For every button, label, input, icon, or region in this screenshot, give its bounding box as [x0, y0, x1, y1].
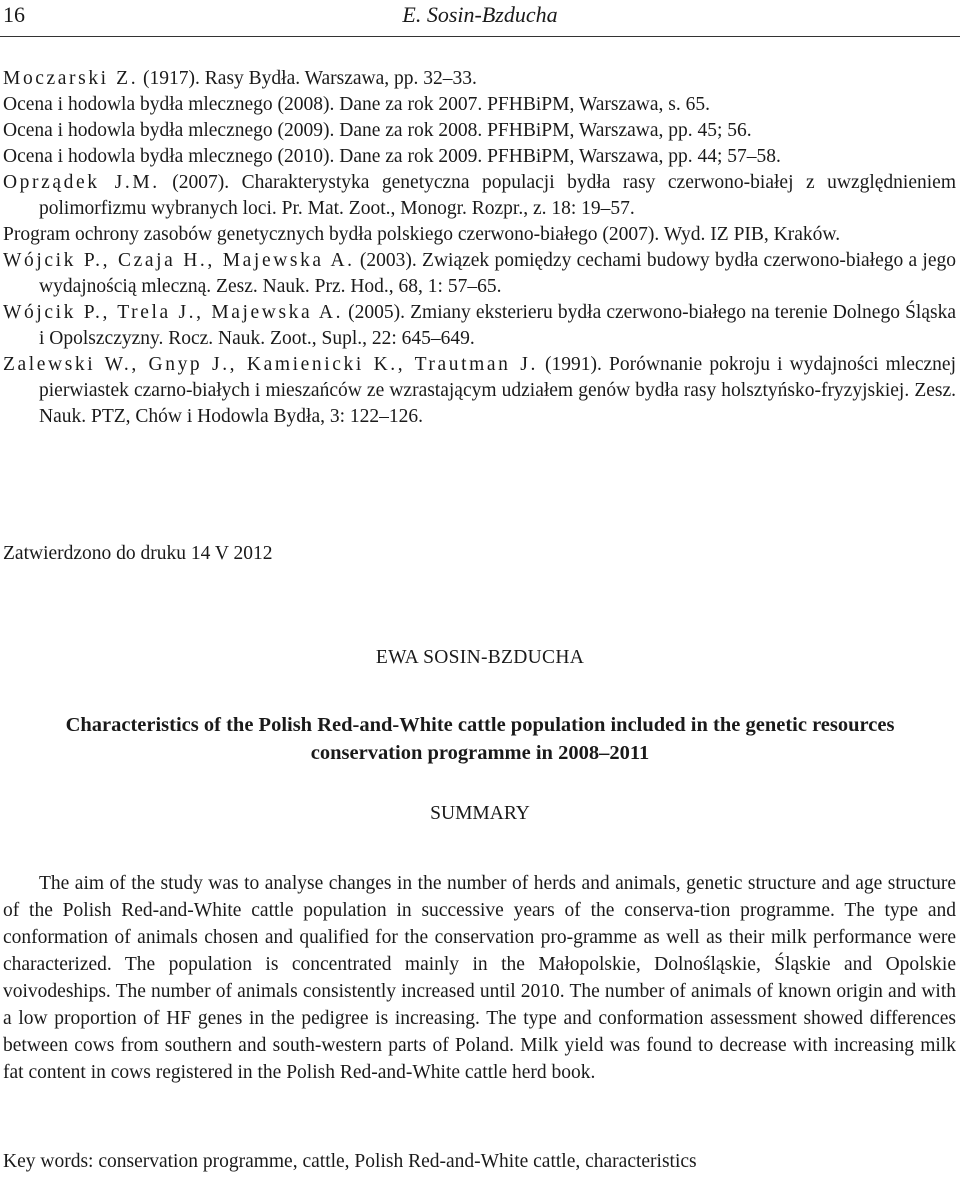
- reference-item: [3, 352, 956, 430]
- reference-authors: Wójcik P., Czaja H., Majewska A.: [3, 250, 355, 271]
- reference-text: (2003). Związek pomiędzy cechami budowy bydła czerwono-białego a jego wydajnością mleczną. Zesz. Nauk. Prz. Hod., 68, 1: 57–65.: [39, 250, 956, 297]
- summary-author: EWA SOSIN-BZDUCHA: [375, 647, 585, 668]
- reference-item: [3, 92, 956, 118]
- summary-title: Characteristics of the Polish Red-and-White cattle population included in the genetic resources conservation programme in 2008–2011: [65, 714, 895, 764]
- summary-heading: SUMMARY: [430, 803, 530, 824]
- reference-authors: Wójcik P., Trela J., Majewska A.: [3, 302, 344, 323]
- reference-authors: Zalewski W., Gnyp J., Kamienicki K., Trautman J.: [3, 354, 538, 375]
- reference-authors: Moczarski Z.: [3, 68, 139, 89]
- reference-item: [3, 248, 956, 300]
- reference-item: [3, 222, 956, 248]
- reference-text: (2005). Zmiany eksterieru bydła czerwono-białego na terenie Dolnego Śląska i Opolszczyzny. Rocz. Nauk. Zoot., Supl., 22: 645–649.: [39, 302, 956, 349]
- reference-text: Ocena i hodowla bydła mlecznego (2009). Dane za rok 2008. PFHBiPM, Warszawa, pp. 45; 56.: [3, 120, 752, 141]
- reference-text: Ocena i hodowla bydła mlecznego (2010). Dane za rok 2009. PFHBiPM, Warszawa, pp. 44; 57–58.: [3, 146, 781, 167]
- reference-text: Program ochrony zasobów genetycznych bydła polskiego czerwono-białego (2007). Wyd. IZ PIB, Kraków.: [3, 224, 841, 245]
- reference-authors: Oprządek J.M.: [3, 172, 160, 193]
- page-header: [0, 0, 960, 36]
- reference-item: [3, 118, 956, 144]
- reference-text: (1991). Porównanie pokroju i wydajności mlecznej pierwiastek czarno-białych i mieszańców ze wzrastającym udziałem genów bydła rasy holsztyńsko-fryzyjskiej. Zesz. Nauk. PTZ, Chów i Hodowla Bydła, 3: 122–126.: [39, 354, 956, 427]
- reference-text: (2007). Charakterystyka genetyczna populacji bydła rasy czerwono-białej z uwzględnieniem polimorfizmu wybranych loci. Pr. Mat. Zoot., Monogr. Rozpr., z. 18: 19–57.: [39, 172, 956, 219]
- reference-item: [3, 144, 956, 170]
- keywords: Key words: conservation programme, cattle, Polish Red-and-White cattle, characteristics: [3, 1151, 697, 1172]
- reference-item: [3, 170, 956, 222]
- reference-item: [3, 300, 956, 352]
- reference-item: [3, 66, 956, 92]
- running-head: E. Sosin-Bzducha: [402, 2, 558, 27]
- reference-list: [3, 66, 956, 430]
- reference-text: Ocena i hodowla bydła mlecznego (2008). Dane za rok 2007. PFHBiPM, Warszawa, s. 65.: [3, 94, 710, 115]
- header-rule: [0, 36, 960, 37]
- reference-text: (1917). Rasy Bydła. Warszawa, pp. 32–33.: [138, 68, 477, 89]
- page-number: 16: [3, 2, 25, 27]
- approval-note: Zatwierdzono do druku 14 V 2012: [3, 543, 273, 564]
- summary-abstract: The aim of the study was to analyse changes in the number of herds and animals, genetic structure and age structure of the Polish Red-and-White cattle population in successive years of the conserva-tion programme. The type and conformation of animals chosen and qualified for the conservation pro-gramme as well as their milk performance were characterized. The population is concentrated mainly in the Małopolskie, Dolnośląskie, Śląskie and Opolskie voivodeships. The number of animals consistently increased until 2010. The number of animals of known origin and with a low proportion of HF genes in the pedigree is increasing. The type and conformation assessment showed differences between cows from southern and south-western parts of Poland. Milk yield was found to decrease with increasing milk fat content in cows registered in the Polish Red-and-White cattle herd book.: [3, 873, 956, 1083]
